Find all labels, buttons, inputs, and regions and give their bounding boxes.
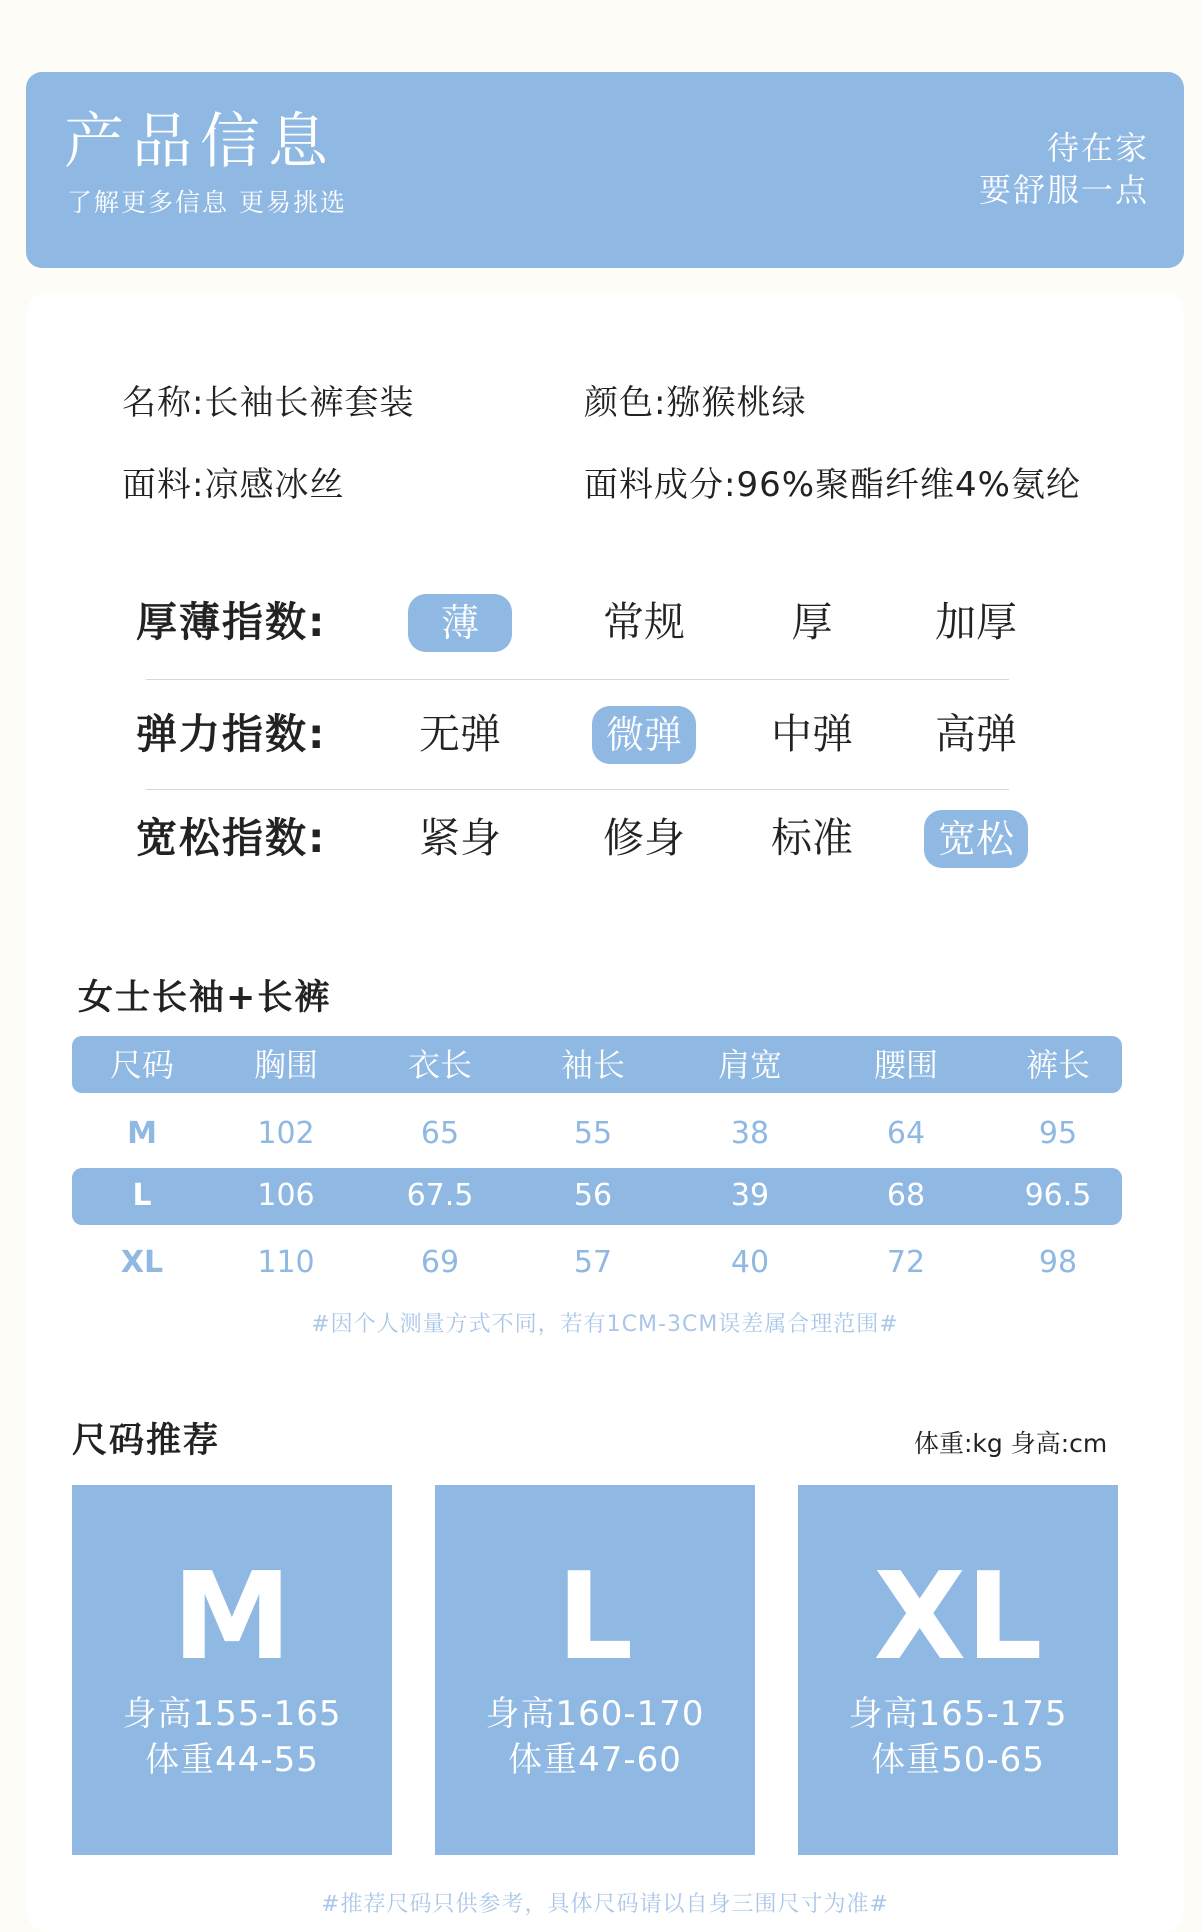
table-cell: 57 (573, 1245, 613, 1280)
index-label: 宽松指数: (136, 814, 327, 862)
recommend-height: 身高160-170 (485, 1694, 705, 1734)
index-option-selected: 宽松 (924, 810, 1028, 868)
table-header-cell: 腰围 (873, 1046, 938, 1084)
table-header-cell: 胸围 (253, 1046, 318, 1084)
index-option: 常规 (603, 598, 685, 646)
recommend-size-letter: L (556, 1548, 634, 1687)
recommend-note: #推荐尺码只供参考，具体尺码请以自身三围尺寸为准# (321, 1892, 889, 1917)
recommend-size-letter: M (172, 1548, 292, 1687)
index-option-selected: 微弹 (592, 706, 696, 764)
product-name: 名称:长袖长裤套装 (122, 383, 415, 423)
divider (146, 789, 1009, 790)
table-cell: 96.5 (1024, 1178, 1092, 1213)
table-header-cell: 裤长 (1025, 1046, 1090, 1084)
table-header-cell: 衣长 (407, 1046, 472, 1084)
index-option: 厚 (791, 598, 833, 646)
index-label: 厚薄指数: (136, 598, 327, 646)
product-fabric: 面料:凉感冰丝 (122, 465, 345, 505)
index-label: 弹力指数: (136, 710, 327, 758)
size-table-note: #因个人测量方式不同，若有1CM-3CM误差属合理范围# (311, 1312, 899, 1337)
recommend-weight: 体重44-55 (145, 1740, 319, 1780)
table-cell: 102 (257, 1116, 315, 1151)
units-label: 体重:kg 身高:cm (914, 1429, 1108, 1458)
table-cell: 68 (886, 1178, 926, 1213)
table-cell: 64 (886, 1116, 926, 1151)
table-cell: 67.5 (406, 1178, 474, 1213)
slogan-line-2: 要舒服一点 (978, 171, 1149, 209)
table-size-cell: XL (120, 1245, 164, 1280)
index-option: 加厚 (935, 598, 1017, 646)
table-cell: 39 (730, 1178, 770, 1213)
table-cell: 106 (257, 1178, 315, 1213)
table-cell: 40 (730, 1245, 770, 1280)
slogan-line-1: 待在家 (1046, 129, 1149, 167)
recommend-height: 身高165-175 (848, 1694, 1068, 1734)
index-option: 标准 (771, 814, 853, 862)
index-option-selected: 薄 (408, 594, 512, 652)
table-size-cell: M (127, 1116, 157, 1151)
recommend-weight: 体重47-60 (508, 1740, 682, 1780)
index-option: 紧身 (419, 814, 501, 862)
recommend-height: 身高155-165 (122, 1694, 342, 1734)
size-table-title: 女士长袖+长裤 (78, 978, 332, 1018)
index-option: 修身 (603, 814, 685, 862)
index-option: 高弹 (935, 710, 1017, 758)
index-option: 中弹 (771, 710, 853, 758)
table-cell: 55 (573, 1116, 613, 1151)
table-header-cell: 尺码 (109, 1046, 174, 1084)
recommend-title: 尺码推荐 (72, 1421, 221, 1461)
table-cell: 98 (1038, 1245, 1078, 1280)
divider (146, 679, 1009, 680)
table-cell: 56 (573, 1178, 613, 1213)
table-header-cell: 袖长 (560, 1046, 625, 1084)
table-cell: 65 (420, 1116, 460, 1151)
table-cell: 38 (730, 1116, 770, 1151)
recommend-size-letter: XL (873, 1548, 1043, 1687)
table-header-cell: 肩宽 (717, 1046, 782, 1084)
table-size-cell: L (132, 1178, 152, 1213)
index-option: 无弹 (419, 710, 501, 758)
page-subtitle: 了解更多信息 更易挑选 (67, 188, 347, 217)
product-color: 颜色:猕猴桃绿 (584, 383, 807, 423)
table-cell: 95 (1038, 1116, 1078, 1151)
table-cell: 72 (886, 1245, 926, 1280)
product-composition: 面料成分:96%聚酯纤维4%氨纶 (584, 465, 1081, 505)
page-title: 产品信息 (64, 107, 336, 177)
table-cell: 69 (420, 1245, 460, 1280)
table-cell: 110 (257, 1245, 315, 1280)
recommend-weight: 体重50-65 (871, 1740, 1045, 1780)
